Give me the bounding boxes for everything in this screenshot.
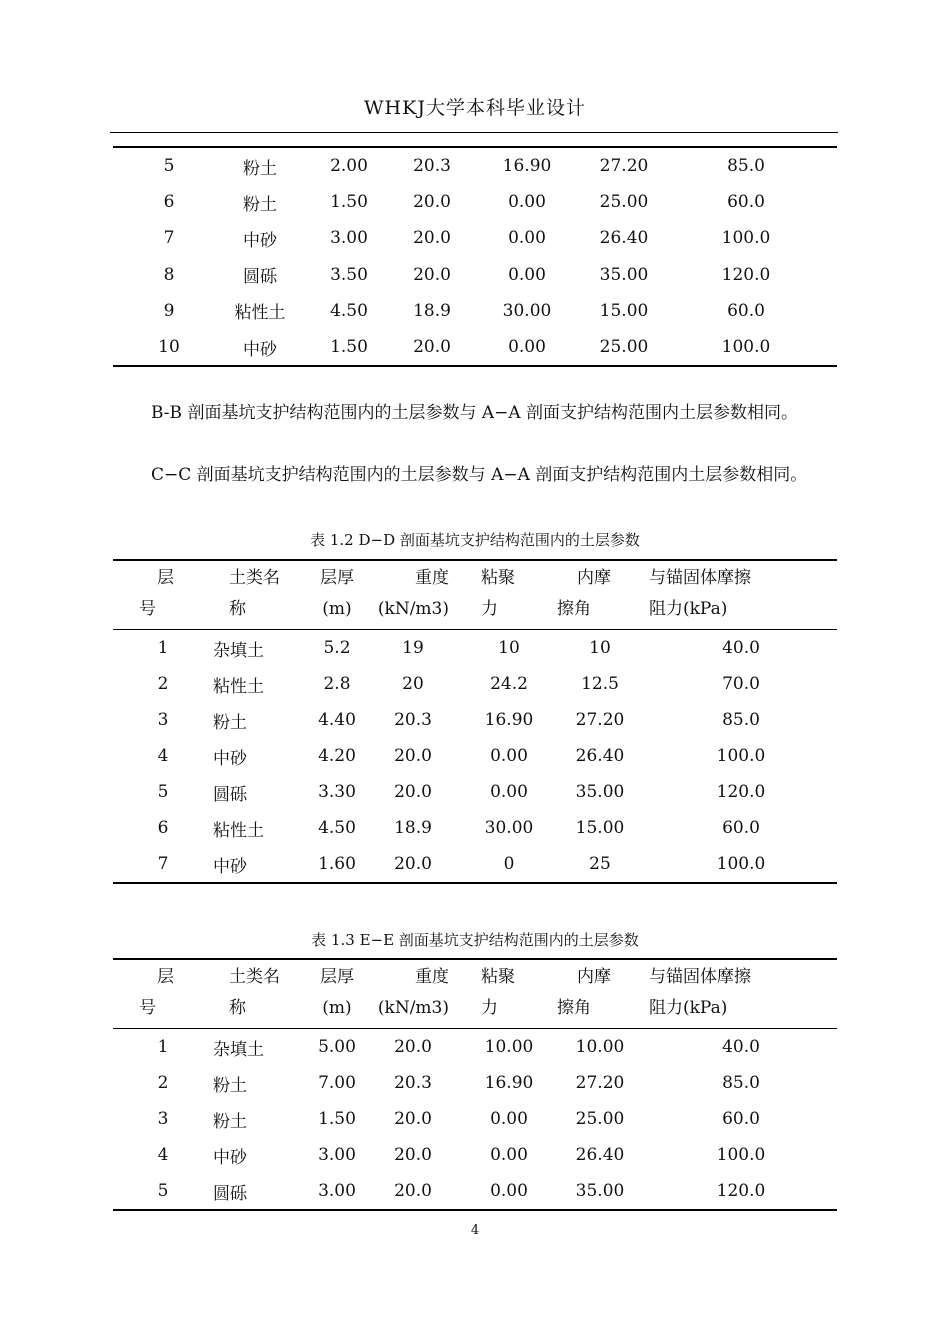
table-header-cell [555,560,645,630]
table-cell: 粉土 [243,158,277,179]
table-cell: 10 [158,337,180,358]
table-cell: 0.00 [490,782,528,802]
table-cell: 20 [402,674,424,694]
table-cell: 2 [157,674,169,694]
table-cell: 35.00 [575,1181,625,1201]
table-cell: 5 [163,156,175,177]
table-cell: 粉土 [213,712,247,733]
table-cell: 100.0 [721,228,771,249]
table-cell: 40.0 [722,1037,760,1057]
table-header-line: 阻力(kPa) [649,599,728,619]
table-header-line: 重度 [415,568,449,588]
table-cell: 粉土 [213,1111,247,1132]
table-header-line: 号 [139,599,156,619]
table-cell: 60.0 [727,300,765,321]
table-cell: 20.0 [413,192,451,213]
table-cell: 4.20 [318,746,356,766]
table-header-cell [645,959,837,1029]
soil-parameter-table-dd [113,559,837,884]
table-header-line: 内摩 [577,568,611,588]
table-header-cell [311,959,363,1029]
page-header-title: WHKJ大学本科毕业设计 [364,97,586,119]
table-header-cell [113,560,213,630]
table-header-line: 粘聚 [481,568,515,588]
table-cell: 25 [589,854,611,874]
table-row [113,1137,837,1173]
table-cell: 60.0 [727,192,765,213]
table-header-line: (kN/m3) [377,998,449,1018]
table-row [113,846,837,883]
table-header-line: 称 [229,998,246,1018]
table-header-line: (kN/m3) [377,599,449,619]
table-header-cell [311,560,363,630]
table-cell: 25.00 [575,1109,625,1129]
table-cell: 中砂 [243,230,277,251]
table-header-line: 土类名 [229,967,280,987]
table-row [113,184,837,220]
table-cell: 16.90 [484,1073,534,1093]
table-cell: 0.00 [508,337,546,358]
table-row [113,1101,837,1137]
table-header-line: 层厚 [320,967,354,987]
table-cell: 18.9 [394,818,432,838]
table-caption-dd: 表 1.2 D−D 剖面基坑支护结构范围内的土层参数 [310,531,640,549]
table-cell: 27.20 [599,156,649,177]
header-rule [110,132,838,133]
table-cell: 7 [163,228,175,249]
table-cell: 中砂 [213,1147,247,1168]
table-body [113,147,837,366]
table-header-line: 层 [157,568,174,588]
table-cell: 27.20 [575,1073,625,1093]
table-body [113,630,837,884]
table-header-cell [645,560,837,630]
table-cell: 粘性土 [234,303,286,324]
table-cell: 2.00 [330,156,368,177]
table-cell: 10.00 [575,1037,625,1057]
table-cell: 圆砾 [243,267,277,288]
table-row [113,1029,837,1066]
table-cell: 5.00 [318,1037,356,1057]
soil-parameter-table-ee [113,958,837,1211]
table-cell: 圆砾 [213,784,247,805]
table-header-row [113,959,837,1029]
table-cell: 27.20 [575,710,625,730]
table-header-line: 力 [481,599,498,619]
table-header-cell [363,560,463,630]
table-header-line: 擦角 [557,599,591,619]
table-cell: 粘性土 [213,676,264,697]
table-cell: 圆砾 [213,1183,247,1204]
table-cell: 20.0 [394,746,432,766]
table-header-cell [213,560,311,630]
table-cell: 杂填土 [213,1039,264,1060]
table-header-cell [363,959,463,1029]
table-cell: 85.0 [722,1073,760,1093]
table-cell: 1.50 [330,337,368,358]
table-header-line: 擦角 [557,998,591,1018]
table-cell: 0.00 [508,228,546,249]
table-cell: 0.00 [508,264,546,285]
table-cell: 3.00 [318,1181,356,1201]
table-cell: 1.50 [318,1109,356,1129]
table-header-cell [113,959,213,1029]
table-cell: 0.00 [508,192,546,213]
table-cell: 1 [157,1037,169,1057]
table-cell: 0.00 [490,1145,528,1165]
table-cell: 20.3 [394,710,432,730]
table-cell: 粘性土 [213,820,264,841]
table-cell: 3 [157,710,169,730]
table-row [113,257,837,293]
paragraph-cc-section [113,460,837,490]
table-cell: 4 [157,746,169,766]
table-row [113,702,837,738]
table-cell: 70.0 [722,674,760,694]
table-cell: 3.00 [318,1145,356,1165]
table-cell: 1.50 [330,192,368,213]
table-cell: 24.2 [490,674,528,694]
paragraph-bb-section [113,398,837,428]
table-cell: 0 [503,854,515,874]
table-row [113,1173,837,1210]
table-cell: 7.00 [318,1073,356,1093]
table-cell: 20.0 [394,1037,432,1057]
table-cell: 30.00 [502,300,552,321]
table-header-line: 阻力(kPa) [649,998,728,1018]
table-cell: 15.00 [599,300,649,321]
table-cell: 3.30 [318,782,356,802]
table-row [113,666,837,702]
table-header-line: 层厚 [320,568,354,588]
table-cell: 100.0 [716,1145,766,1165]
table-row [113,329,837,366]
paragraph-text: C−C 剖面基坑支护结构范围内的土层参数与 A−A 剖面支护结构范围内土层参数相同。 [151,465,808,485]
table-cell: 1 [157,638,169,658]
table-header-cell [213,959,311,1029]
table-cell: 20.0 [394,854,432,874]
table-cell: 12.5 [581,674,619,694]
table-cell: 杂填土 [213,640,264,661]
table-header-line: 与锚固体摩擦 [649,568,751,588]
table-cell: 18.9 [413,300,451,321]
table-cell: 中砂 [213,856,247,877]
table-cell: 3.00 [330,228,368,249]
table-cell: 4 [157,1145,169,1165]
table-header-line: (m) [322,998,352,1018]
table-cell: 26.40 [599,228,649,249]
table-cell: 粉土 [243,194,277,215]
table-cell: 25.00 [599,192,649,213]
table-cell: 5.2 [323,638,351,658]
table-cell: 0.00 [490,1181,528,1201]
table-cell: 16.90 [502,156,552,177]
table-body [113,1029,837,1211]
table-cell: 3 [157,1109,169,1129]
table-header-cell [555,959,645,1029]
table-header-cell [463,560,555,630]
table-cell: 5 [157,1181,169,1201]
table-cell: 30.00 [484,818,534,838]
table-cell: 10.00 [484,1037,534,1057]
table-header-line: 重度 [415,967,449,987]
table-cell: 25.00 [599,337,649,358]
table-cell: 10 [498,638,520,658]
table-cell: 60.0 [722,818,760,838]
table-header-line: 力 [481,998,498,1018]
table-cell: 60.0 [722,1109,760,1129]
table-cell: 19 [402,638,424,658]
table-cell: 26.40 [575,746,625,766]
table-cell: 6 [157,818,169,838]
table-cell: 100.0 [721,337,771,358]
table-cell: 20.0 [394,1145,432,1165]
table-cell: 6 [163,192,175,213]
table-row [113,293,837,329]
table-header-line: 土类名 [229,568,280,588]
table-cell: 4.40 [318,710,356,730]
table-cell: 15.00 [575,818,625,838]
table-header-line: 与锚固体摩擦 [649,967,751,987]
table-row [113,774,837,810]
table-header-row [113,560,837,630]
table-cell: 5 [157,782,169,802]
table-cell: 1.60 [318,854,356,874]
table-cell: 20.0 [413,228,451,249]
table-cell: 20.0 [413,337,451,358]
table-cell: 中砂 [213,748,247,769]
table-cell: 85.0 [722,710,760,730]
table-header-line: 号 [139,998,156,1018]
table-row [113,1065,837,1101]
table-header-line: 层 [157,967,174,987]
table-cell: 9 [163,300,175,321]
table-cell: 0.00 [490,746,528,766]
table-cell: 8 [163,264,175,285]
table-cell: 2.8 [323,674,351,694]
table-cell: 85.0 [727,156,765,177]
table-header-cell [463,959,555,1029]
table-cell: 26.40 [575,1145,625,1165]
table-row [113,147,837,184]
table-cell: 20.0 [413,264,451,285]
table-header-line: 内摩 [577,967,611,987]
table-cell: 0.00 [490,1109,528,1129]
table-row [113,810,837,846]
table-cell: 2 [157,1073,169,1093]
table-cell: 20.3 [413,156,451,177]
soil-parameter-table-continued [113,146,837,367]
table-header-line: 粘聚 [481,967,515,987]
table-cell: 16.90 [484,710,534,730]
table-cell: 100.0 [716,746,766,766]
table-row [113,738,837,774]
table-cell: 100.0 [716,854,766,874]
table-cell: 中砂 [243,339,277,360]
table-cell: 7 [157,854,169,874]
table-cell: 4.50 [318,818,356,838]
table-cell: 35.00 [575,782,625,802]
table-header-line: (m) [322,599,352,619]
table-cell: 40.0 [722,638,760,658]
page-number: 4 [470,1223,480,1238]
table-cell: 3.50 [330,264,368,285]
table-cell: 120.0 [716,1181,766,1201]
table-cell: 10 [589,638,611,658]
table-cell: 120.0 [716,782,766,802]
table-header-line: 称 [229,599,246,619]
table-cell: 35.00 [599,264,649,285]
table-cell: 20.0 [394,782,432,802]
table-cell: 4.50 [330,300,368,321]
table-cell: 20.0 [394,1181,432,1201]
table-cell: 粉土 [213,1075,247,1096]
table-cell: 20.3 [394,1073,432,1093]
table-row [113,220,837,256]
paragraph-text: B-B 剖面基坑支护结构范围内的土层参数与 A−A 剖面支护结构范围内土层参数相同。 [151,403,799,423]
table-row [113,630,837,667]
table-cell: 20.0 [394,1109,432,1129]
table-cell: 120.0 [721,264,771,285]
table-caption-ee: 表 1.3 E−E 剖面基坑支护结构范围内的土层参数 [311,931,639,949]
